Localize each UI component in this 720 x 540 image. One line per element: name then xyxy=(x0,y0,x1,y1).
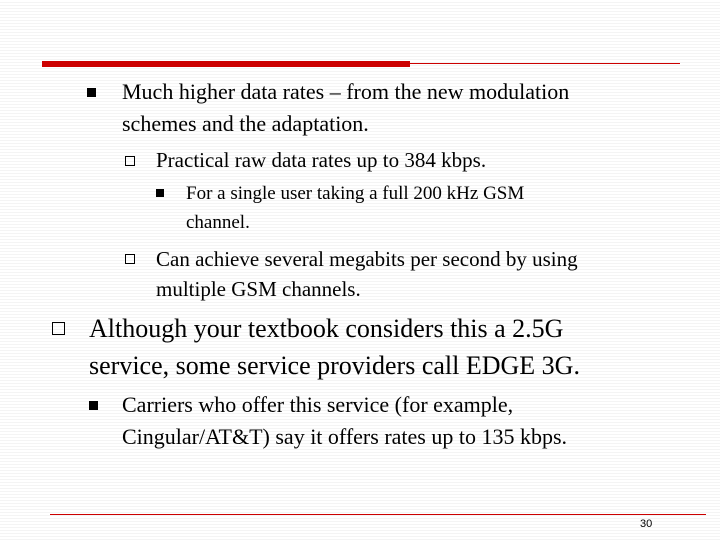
title-accent-bar xyxy=(42,61,410,67)
bullet-line: Much higher data rates – from the new modulation xyxy=(122,79,570,104)
bullet-line: For a single user taking a full 200 kHz GSM xyxy=(186,183,525,204)
bullet-item xyxy=(156,145,486,175)
bullet-line: Carriers who offer this service (for example, xyxy=(122,392,514,417)
bullet-item xyxy=(186,179,524,237)
bullet-line: Practical raw data rates up to 384 kbps. xyxy=(156,148,487,172)
bullet-item xyxy=(156,244,578,304)
filled-square-bullet-icon xyxy=(156,189,164,197)
bullet-line: schemes and the adaptation. xyxy=(122,111,369,136)
page-number: 30 xyxy=(640,518,653,530)
filled-square-bullet-icon xyxy=(89,401,98,410)
bullet-line: Cingular/AT&T) say it offers rates up to 135 kbps. xyxy=(122,424,568,449)
bullet-line: multiple GSM channels. xyxy=(156,277,361,301)
bullet-line: Can achieve several megabits per second by using xyxy=(156,247,578,271)
footer-divider xyxy=(50,514,706,515)
bullet-item xyxy=(89,310,580,384)
bullet-line: Although your textbook considers this a 2.5G xyxy=(89,314,564,343)
hollow-square-bullet-icon xyxy=(125,156,135,166)
filled-square-bullet-icon xyxy=(87,88,96,97)
bullet-line: channel. xyxy=(186,212,250,233)
title-accent-line xyxy=(410,63,680,64)
bullet-item xyxy=(122,76,569,140)
hollow-square-bullet-icon xyxy=(125,254,135,264)
hollow-square-bullet-icon xyxy=(52,322,65,335)
bullet-item xyxy=(122,389,567,453)
bullet-line: service, some service providers call EDGE 3G. xyxy=(89,351,580,380)
